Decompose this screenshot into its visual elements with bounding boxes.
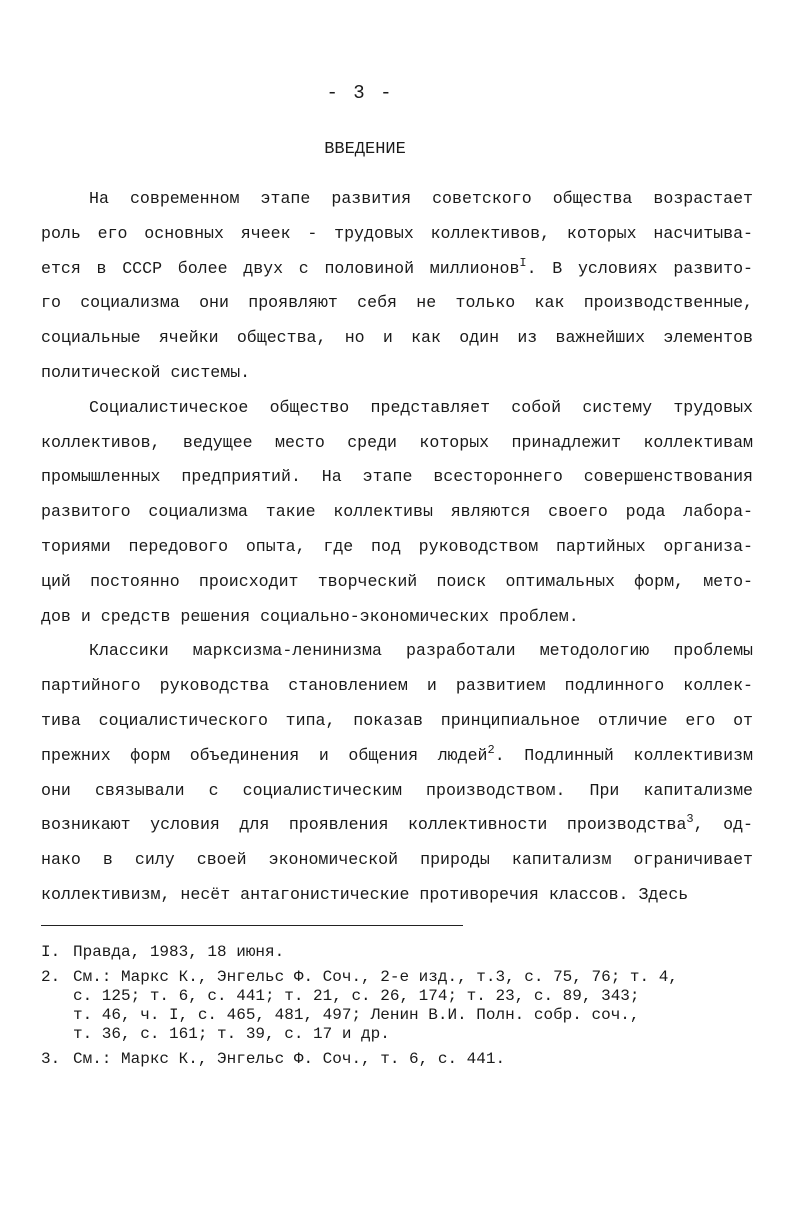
text-line: нако в силу своей экономической природы капитализм ограничивает: [41, 850, 753, 870]
text-line: [41, 739, 753, 774]
text-segment: ется в СССР более двух с половиной миллионов: [41, 258, 520, 278]
section-title: ВВЕДЕНИЕ: [324, 140, 406, 159]
text-line: промышленных предприятий. На этапе всестороннего совершенствования: [41, 467, 753, 487]
text-line: роль его основных ячеек - трудовых коллективов, которых насчитыва-: [41, 223, 753, 243]
footnote-number: 2.: [41, 968, 61, 986]
text-line: развитого социализма такие коллективы являются своего рода лабора-: [41, 502, 753, 522]
text-line: коллективизм, несёт антагонистические противоречия классов. Здесь: [41, 884, 689, 904]
text-line: Классики марксизма-ленинизма разработали методологию проблемы: [89, 641, 753, 661]
footnote-reference: I: [519, 255, 527, 270]
paragraph: [41, 634, 753, 912]
text-segment: . Подлинный коллективизм: [494, 745, 753, 765]
paragraph: [41, 182, 753, 391]
footnote: [41, 943, 761, 962]
text-line: Социалистическое общество представляет собой систему трудовых: [89, 397, 753, 417]
text-line: социальные ячейки общества, но и как один из важнейших элементов: [41, 328, 753, 348]
text-segment: возникают условия для проявления коллективности производства: [41, 815, 687, 835]
footnote-divider: [41, 925, 463, 926]
text-line: партийного руководства становлением и развитием подлинного коллек-: [41, 676, 753, 696]
text-line: коллективов, ведущее место среди которых принадлежит коллективам: [41, 432, 753, 452]
footnotes: [41, 943, 761, 1075]
body-text: [41, 182, 753, 913]
text-line: они связывали с социалистическим производством. При капитализме: [41, 780, 753, 800]
text-line: го социализма они проявляют себя не только как производственные,: [41, 293, 753, 313]
text-line: ций постоянно происходит творческий поиск оптимальных форм, мето-: [41, 571, 753, 591]
footnote-reference: 3: [686, 812, 694, 827]
text-segment: , од-: [693, 815, 753, 835]
text-line: ториями передового опыта, где под руководством партийных организа-: [41, 536, 753, 556]
text-segment: прежних форм объединения и общения людей: [41, 745, 488, 765]
footnote-reference: 2: [487, 742, 495, 757]
paragraph: [41, 391, 753, 635]
footnote-text: См.: Маркс К., Энгельс Ф. Соч., 2-е изд., т.3, с. 75, 76; т. 4, с. 125; т. 6, с. 441; т. 21, с. 26, 174; т. 23, с. 89, 343; т. 46, ч. I, с. 465, 481, 497; Ленин В.И. Полн. собр. соч., т. 36, с. 161; т. 39, с. 17 и др.: [73, 968, 678, 1043]
page-number: - 3 -: [326, 82, 394, 104]
text-line: [41, 808, 753, 843]
footnote-number: I.: [41, 943, 61, 961]
text-line: тива социалистического типа, показав принципиальное отличие его от: [41, 710, 753, 730]
text-segment: . В условиях развито-: [526, 258, 753, 278]
footnote-number: 3.: [41, 1050, 61, 1068]
footnote: [41, 968, 761, 1044]
footnote: [41, 1050, 761, 1069]
text-line: политической системы.: [41, 362, 251, 382]
text-line: [41, 252, 753, 287]
text-line: дов и средств решения социально-экономических проблем.: [41, 606, 579, 626]
footnote-text: См.: Маркс К., Энгельс Ф. Соч., т. 6, с. 441.: [73, 1050, 506, 1068]
text-line: На современном этапе развития советского общества возрастает: [89, 189, 753, 208]
footnote-text: Правда, 1983, 18 июня.: [73, 943, 285, 961]
